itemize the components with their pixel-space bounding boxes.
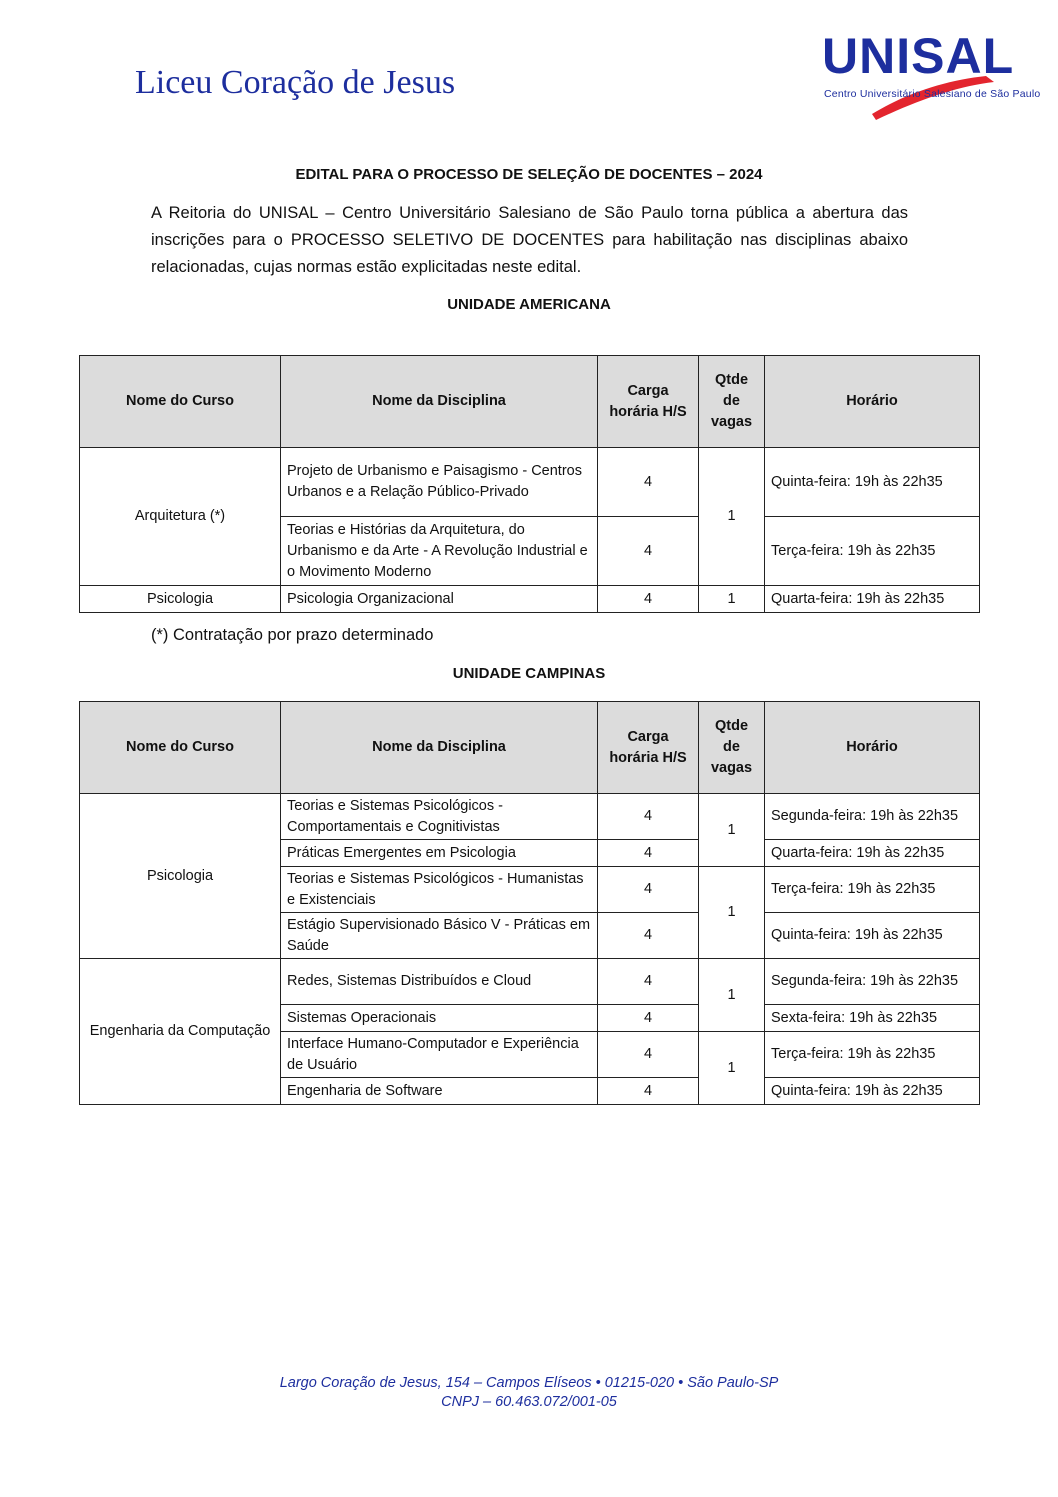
cell-carga: 4	[598, 517, 699, 586]
cell-vagas: 1	[699, 448, 765, 586]
cell-curso: Psicologia	[80, 586, 281, 613]
cell-disciplina: Psicologia Organizacional	[281, 586, 598, 613]
footnote: (*) Contratação por prazo determinado	[151, 626, 434, 644]
cell-curso: Arquitetura (*)	[80, 448, 281, 586]
cell-horario: Quinta-feira: 19h às 22h35	[765, 913, 980, 959]
unisal-logo	[818, 22, 1041, 122]
table-campinas	[79, 701, 980, 1105]
cell-vagas: 1	[699, 1032, 765, 1105]
cell-curso: Engenharia da Computação	[80, 959, 281, 1105]
intro-paragraph: A Reitoria do UNISAL – Centro Universitário Salesiano de São Paulo torna pública a abertura das inscrições para o PROCESSO SELETIVO DE DOCENTES para habilitação nas disciplinas abaixo relacionadas, cujas normas estão explicitadas neste edital.	[151, 204, 908, 276]
header-carga: Carga horária H/S	[598, 702, 699, 794]
cell-disciplina: Projeto de Urbanismo e Paisagismo - Centros Urbanos e a Relação Público-Privado	[281, 448, 598, 517]
cell-disciplina: Redes, Sistemas Distribuídos e Cloud	[281, 959, 598, 1005]
cell-horario: Terça-feira: 19h às 22h35	[765, 517, 980, 586]
table-row	[80, 959, 980, 1005]
cell-disciplina: Teorias e Histórias da Arquitetura, do Urbanismo e da Arte - A Revolução Industrial e o Movimento Moderno	[281, 517, 598, 586]
cell-vagas: 1	[699, 959, 765, 1032]
cell-carga: 4	[598, 1078, 699, 1105]
cell-carga: 4	[598, 1032, 699, 1078]
header-curso: Nome do Curso	[80, 356, 281, 448]
cell-carga: 4	[598, 867, 699, 913]
cell-carga: 4	[598, 794, 699, 840]
cell-horario: Terça-feira: 19h às 22h35	[765, 867, 980, 913]
cell-curso: Psicologia	[80, 794, 281, 959]
cell-horario: Quinta-feira: 19h às 22h35	[765, 1078, 980, 1105]
cell-carga: 4	[598, 959, 699, 1005]
header-qtde: Qtde de vagas	[699, 356, 765, 448]
logo-text: UNISAL	[822, 28, 1015, 84]
header-horario: Horário	[765, 356, 980, 448]
footer-cnpj: CNPJ – 60.463.072/001-05	[441, 1394, 617, 1410]
cell-carga: 4	[598, 586, 699, 613]
table-header-row	[80, 356, 980, 448]
cell-horario: Segunda-feira: 19h às 22h35	[765, 959, 980, 1005]
cell-horario: Segunda-feira: 19h às 22h35	[765, 794, 980, 840]
cell-carga: 4	[598, 448, 699, 517]
cell-disciplina: Estágio Supervisionado Básico V - Práticas em Saúde	[281, 913, 598, 959]
cell-disciplina: Teorias e Sistemas Psicológicos - Comportamentais e Cognitivistas	[281, 794, 598, 840]
cell-horario: Sexta-feira: 19h às 22h35	[765, 1005, 980, 1032]
header-carga: Carga horária H/S	[598, 356, 699, 448]
table-americana	[79, 355, 980, 613]
cell-carga: 4	[598, 1005, 699, 1032]
cell-horario: Terça-feira: 19h às 22h35	[765, 1032, 980, 1078]
cell-carga: 4	[598, 913, 699, 959]
header-disciplina: Nome da Disciplina	[281, 702, 598, 794]
cell-horario: Quarta-feira: 19h às 22h35	[765, 840, 980, 867]
logo-swoosh-icon	[818, 22, 1030, 122]
cell-disciplina: Engenharia de Software	[281, 1078, 598, 1105]
cell-vagas: 1	[699, 867, 765, 959]
table-row	[80, 794, 980, 840]
cell-vagas: 1	[699, 586, 765, 613]
header-disciplina: Nome da Disciplina	[281, 356, 598, 448]
logo-subtitle: Centro Universitário Salesiano de São Paulo	[824, 88, 1041, 100]
document-title: EDITAL PARA O PROCESSO DE SELEÇÃO DE DOCENTES – 2024	[295, 166, 763, 183]
header-horario: Horário	[765, 702, 980, 794]
cell-disciplina: Práticas Emergentes em Psicologia	[281, 840, 598, 867]
header-curso: Nome do Curso	[80, 702, 281, 794]
cell-horario: Quinta-feira: 19h às 22h35	[765, 448, 980, 517]
cell-disciplina: Sistemas Operacionais	[281, 1005, 598, 1032]
school-name: Liceu Coração de Jesus	[135, 64, 456, 101]
cell-vagas: 1	[699, 794, 765, 867]
table-header-row	[80, 702, 980, 794]
footer-address: Largo Coração de Jesus, 154 – Campos Elíseos • 01215-020 • São Paulo-SP	[279, 1375, 779, 1391]
unit-title-campinas: UNIDADE CAMPINAS	[452, 665, 606, 682]
unit-title-americana: UNIDADE AMERICANA	[447, 296, 611, 313]
table-row	[80, 448, 980, 517]
table-row	[80, 586, 980, 613]
cell-carga: 4	[598, 840, 699, 867]
cell-disciplina: Teorias e Sistemas Psicológicos - Humanistas e Existenciais	[281, 867, 598, 913]
cell-disciplina: Interface Humano-Computador e Experiência de Usuário	[281, 1032, 598, 1078]
cell-horario: Quarta-feira: 19h às 22h35	[765, 586, 980, 613]
header-qtde: Qtde de vagas	[699, 702, 765, 794]
